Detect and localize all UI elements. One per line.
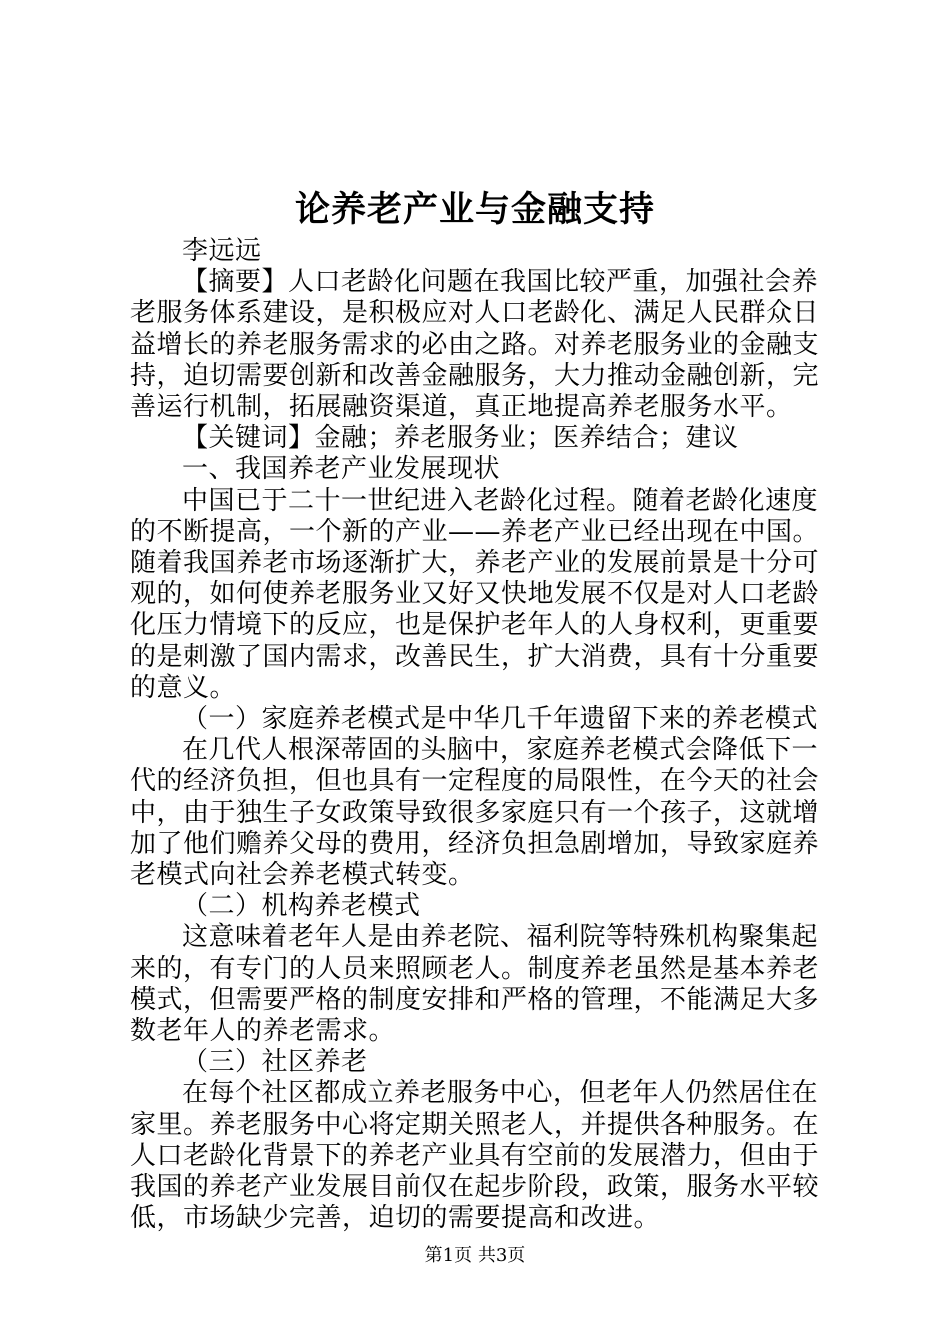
body-paragraph: 中国已于二十一世纪进入老龄化过程。随着老龄化速度的不断提高，一个新的产业——养老产业已经出现在中国。随着我国养老市场逐渐扩大，养老产业的发展前景是十分可观的，如何使养老服务业又好又快地发展不仅是对人口老龄化压力情境下的反应，也是保护老年人的人身权利，更重要的是刺激了国内需求，改善民生，扩大消费，具有十分重要的意义。 bbox=[130, 485, 820, 703]
subsection-heading-1: （一）家庭养老模式是中华几千年遗留下来的养老模式 bbox=[182, 704, 819, 735]
keywords-paragraph: 【关键词】金融；养老服务业；医养结合；建议 bbox=[182, 423, 739, 454]
section-heading-1: 一、我国养老产业发展现状 bbox=[182, 454, 501, 485]
author-name: 李远远 bbox=[182, 236, 262, 266]
page-title: 论养老产业与金融支持 bbox=[294, 189, 655, 230]
body-paragraph: 在每个社区都成立养老服务中心，但老年人仍然居住在家里。养老服务中心将定期关照老人，并提供各种服务。在人口老龄化背景下的养老产业具有空前的发展潜力，但由于我国的养老产业发展目前仅在起步阶段，政策，服务水平较低，市场缺少完善，迫切的需要提高和改进。 bbox=[130, 1078, 820, 1234]
body-paragraph: 在几代人根深蒂固的头脑中，家庭养老模式会降低下一代的经济负担，但也具有一定程度的局限性，在今天的社会中，由于独生子女政策导致很多家庭只有一个孩子，这就增加了他们赡养父母的费用，经济负担急剧增加，导致家庭养老模式向社会养老模式转变。 bbox=[130, 735, 820, 891]
body-paragraph: 这意味着老年人是由养老院、福利院等特殊机构聚集起来的，有专门的人员来照顾老人。制度养老虽然是基本养老模式，但需要严格的制度安排和严格的管理，不能满足大多数老年人的养老需求。 bbox=[130, 922, 820, 1047]
subsection-heading-3: （三）社区养老 bbox=[182, 1047, 368, 1078]
subsection-heading-2: （二）机构养老模式 bbox=[182, 891, 421, 922]
page-footer: 第1页 共3页 bbox=[424, 1245, 526, 1266]
abstract-paragraph: 【摘要】人口老龄化问题在我国比较严重，加强社会养老服务体系建设，是积极应对人口老龄化、满足人民群众日益增长的养老服务需求的必由之路。对养老服务业的金融支持，迫切需要创新和改善金融服务，大力推动金融创新，完善运行机制，拓展融资渠道，真正地提高养老服务水平。 bbox=[130, 267, 820, 423]
document-body bbox=[130, 236, 830, 1235]
